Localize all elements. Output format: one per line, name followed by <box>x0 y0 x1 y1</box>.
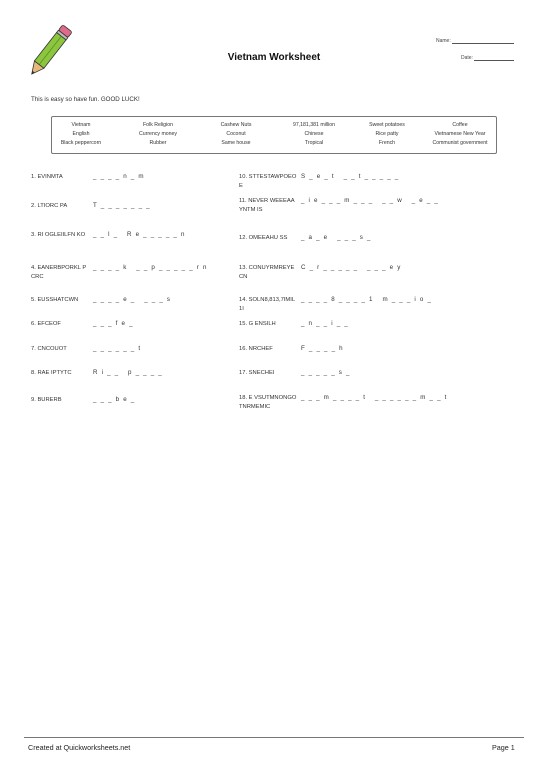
word-bank <box>51 116 497 154</box>
answer-blanks[interactable]: _ _ _ _ _ s _ <box>301 369 351 376</box>
question-prompt: 1. EVINMTA <box>31 174 63 180</box>
word-bank-item: Chinese <box>304 131 324 137</box>
word-bank-item: Black peppercorn <box>60 140 102 146</box>
answer-blanks[interactable]: _ _ _ m _ _ _ _ t _ _ _ _ _ _ m _ _ t <box>301 394 448 401</box>
question-prompt: 18. E VSUTMNONGOTNRMEMIC <box>239 395 297 410</box>
word-bank-item: English <box>72 131 90 137</box>
question-prompt: 11. NEVER WEEEAAYNTM IS <box>239 198 295 213</box>
word-bank-item: Cashew Nuts <box>220 122 252 128</box>
answer-blanks[interactable]: _ i e _ _ _ m _ _ _ _ _ w _ e _ _ <box>301 197 439 204</box>
word-bank-item: Currency money <box>138 131 178 137</box>
question-prompt: 12. OMEEAHU SS <box>239 235 288 241</box>
date-field[interactable] <box>461 55 514 61</box>
word-bank-item: French <box>378 140 396 146</box>
question-prompt: 8. RAE IPTYTC <box>31 370 72 376</box>
question-prompt: 9. BURERB <box>31 397 62 403</box>
question-item <box>239 197 489 217</box>
name-label: Name: <box>436 38 451 44</box>
question-item <box>239 345 489 365</box>
answer-blanks[interactable]: C _ r _ _ _ _ _ _ _ _ e y <box>301 264 402 271</box>
question-item <box>239 264 489 284</box>
page-number: Page 1 <box>492 743 515 752</box>
intro-text: This is easy so have fun. GOOD LUCK! <box>31 96 140 103</box>
name-line <box>452 43 514 44</box>
answer-blanks[interactable]: R i _ _ p _ _ _ _ <box>93 369 163 376</box>
answer-blanks[interactable]: T _ _ _ _ _ _ _ <box>93 202 151 209</box>
question-item <box>239 394 489 414</box>
question-item <box>239 296 489 316</box>
question-prompt: 6. EFCEOF <box>31 321 61 327</box>
question-prompt: 4. EANERBPORKL PCRC <box>31 265 87 280</box>
word-bank-item: Same house <box>221 140 251 146</box>
page-title: Vietnam Worksheet <box>227 52 321 63</box>
date-line <box>474 60 514 61</box>
answer-blanks[interactable]: _ a _ e _ _ _ s _ <box>301 234 372 241</box>
question-item <box>239 173 489 193</box>
footer-divider <box>24 737 524 738</box>
answer-blanks[interactable]: _ _ _ _ _ _ t <box>93 345 142 352</box>
answer-blanks[interactable]: _ _ _ _ k _ _ p _ _ _ _ _ r n <box>93 264 208 271</box>
word-bank-item: Rice patty <box>375 131 399 137</box>
word-bank-item: Sweet potatoes <box>369 122 405 128</box>
word-bank-item: Communist government <box>432 140 488 146</box>
question-prompt: 16. NRCHEF <box>239 346 273 352</box>
answer-blanks[interactable]: _ _ _ _ e _ _ _ _ s <box>93 296 172 303</box>
word-bank-item: Tropical <box>304 140 324 146</box>
answer-blanks[interactable]: _ _ _ f e _ <box>93 320 134 327</box>
word-bank-item: Vietnamese New Year <box>434 131 486 137</box>
question-prompt: 5. EUSSHATCWN <box>31 297 79 303</box>
question-prompt: 3. RI OGLEIILFN KO <box>31 232 86 238</box>
word-bank-item: Coffee <box>452 122 468 128</box>
answer-blanks[interactable]: F _ _ _ _ h <box>301 345 344 352</box>
word-bank-item: Folk Religion <box>143 122 173 128</box>
answer-blanks[interactable]: _ n _ _ i _ _ <box>301 320 349 327</box>
answer-blanks[interactable]: _ _ _ _ n _ m <box>93 173 145 180</box>
question-item <box>239 234 489 254</box>
question-item <box>239 320 489 340</box>
answer-blanks[interactable]: _ _ _ b e _ <box>93 396 136 403</box>
question-item <box>239 369 489 389</box>
word-bank-item: 97,181,381 million <box>292 122 336 128</box>
footer-credit: Created at Quickworksheets.net <box>28 743 131 752</box>
question-prompt: 15. G ENSILH <box>239 321 276 327</box>
date-label: Date: <box>461 55 473 61</box>
answer-blanks[interactable]: _ _ _ _ 8 _ _ _ _ 1 m _ _ _ i o _ <box>301 296 433 303</box>
question-prompt: 10. STTESTAWPOEOE <box>239 174 297 189</box>
question-prompt: 13. CONUYRMREYECN <box>239 265 295 280</box>
word-bank-item: Vietnam <box>71 122 91 128</box>
answer-blanks[interactable]: _ _ l _ R e _ _ _ _ _ n <box>93 231 186 238</box>
word-bank-item: Coconut <box>226 131 246 137</box>
question-prompt: 2. LTIORC PA <box>31 203 68 209</box>
name-field[interactable] <box>436 38 514 44</box>
question-prompt: 14. SOLN8,813,7IMIL1I <box>239 297 296 312</box>
word-bank-item: Rubber <box>149 140 167 146</box>
question-prompt: 17. SNECHEI <box>239 370 275 376</box>
answer-blanks[interactable]: S _ e _ t _ _ t _ _ _ _ _ <box>301 173 400 180</box>
question-prompt: 7. CNCOUOT <box>31 346 67 352</box>
